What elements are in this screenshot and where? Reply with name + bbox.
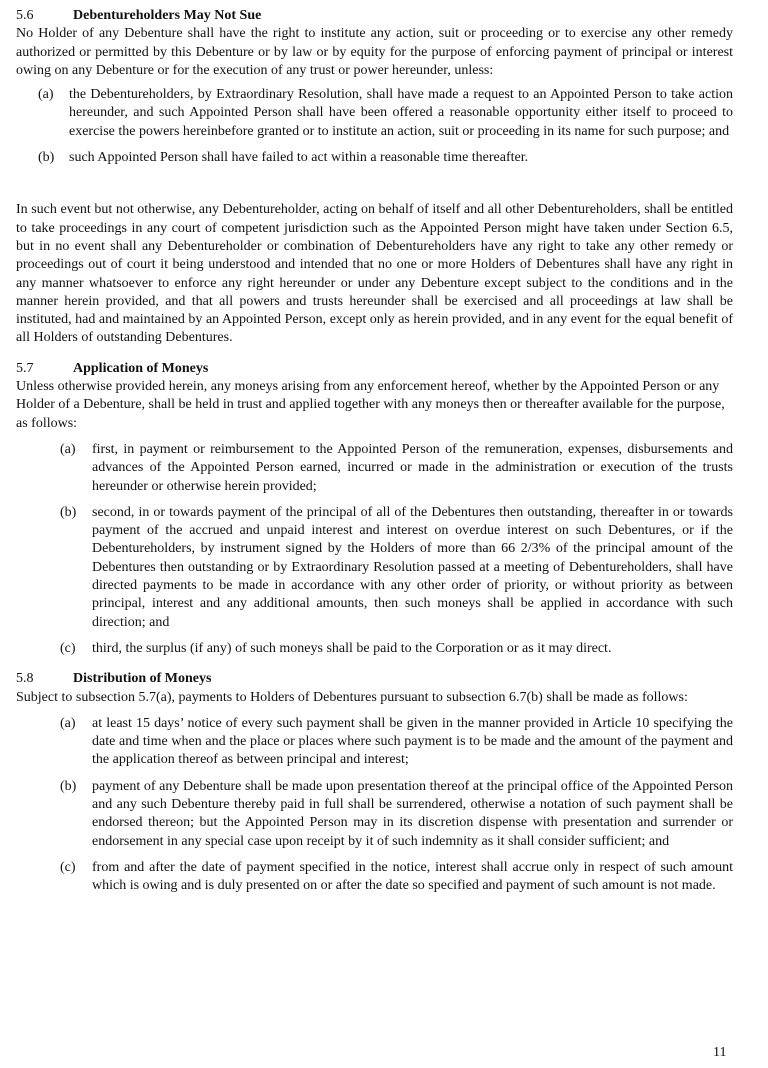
item-label: (c) [60, 640, 76, 656]
section-intro: Unless otherwise provided herein, any moneys arising from any enforcement hereof, whether by the Appointed Person or any Holder of a Debenture, shall be held in trust and applied together with any moneys then or thereafter available for the purpose, as follows: [16, 379, 725, 431]
section-intro: Subject to subsection 5.7(a), payments to Holders of Debentures pursuant to subsection 6.7(b) shall be made as follows: [16, 689, 688, 705]
section-number: 5.7 [16, 360, 34, 376]
item-label: (a) [60, 715, 76, 731]
list-item [16, 778, 733, 851]
item-label: (b) [38, 150, 55, 166]
section-heading [16, 360, 733, 378]
item-text: payment of any Debenture shall be made upon presentation thereof at the principal office of the Appointed Person and any such Debenture thereby paid in full shall be surrendered, otherwise a notation of such payment shall be endorsed thereon; but the Appointed Person may in its discretion dispense with presentation and surrender or endorsement in any special case upon receipt by it of such indemnity as it shall consider sufficient; and [92, 778, 733, 849]
section-title: Distribution of Moneys [73, 671, 212, 687]
section-items [16, 86, 733, 167]
list-item [16, 86, 733, 141]
item-label: (a) [38, 87, 54, 103]
section-number: 5.6 [16, 8, 34, 23]
section-items [16, 441, 733, 658]
item-text: third, the surplus (if any) of such moneys shall be paid to the Corporation or as it may direct. [92, 640, 612, 656]
item-text: the Debentureholders, by Extraordinary Resolution, shall have made a request to an Appointed Person to take action hereunder, and such Appointed Person shall have been offered a reasonable opportunity either itself to proceed to exercise the powers hereinbefore granted or to institute an action, suit or proceeding in its name for such purpose; and [69, 87, 733, 139]
section-number: 5.8 [16, 671, 34, 687]
item-text: first, in payment or reimbursement to the Appointed Person of the remuneration, expenses, disbursements and advances of the Appointed Person earned, incurred or made in the administration or execution of the trusts hereunder or otherwise herein provided; [92, 441, 733, 494]
list-item [16, 441, 733, 496]
item-label: (c) [60, 859, 76, 875]
section-heading [16, 7, 733, 25]
section-5-7 [16, 360, 733, 658]
page-number: 11 [713, 1045, 727, 1060]
section-intro: No Holder of any Debenture shall have the right to institute any action, suit or proceeding or to exercise any other remedy authorized or permitted by this Debenture or by law or by equity for the purpose of enforcing payment of principal or interest owing on any Debenture or for the execution of any trust or power hereunder, unless: [16, 26, 733, 78]
section-title: Debentureholders May Not Sue [73, 8, 262, 23]
item-label: (b) [60, 778, 77, 794]
section-heading [16, 670, 733, 688]
section-conclusion: In such event but not otherwise, any Debentureholder, acting on behalf of itself and all other Debentureholders, shall be entitled to take proceedings in any court of competent jurisdiction such as the Appointed Person might have taken under Section 6.5, but in no event shall any Debentureholder or combination of Debentureholders have any right to take any other remedy or proceedings out of court it being understood and intended that no one or more Holders of Debentures shall have any right in any manner whatsoever to enforce any right hereunder or under any Debenture except subject to the conditions and in the manner herein provided, and that all powers and trusts hereunder shall be exercised and all proceedings at law shall be instituted, had and maintained by an Appointed Person, except only as herein provided, and in any event for the equal benefit of all Holders of outstanding Debentures. [16, 202, 733, 346]
item-label: (a) [60, 441, 76, 457]
list-item [16, 715, 733, 770]
item-text: at least 15 days’ notice of every such payment shall be given in the manner provided in Article 10 specifying the date and time when and the place or places where such payment is to be made and the amount of the payment and the application thereof as between principal and interest; [92, 715, 733, 768]
section-items [16, 715, 733, 896]
list-item [16, 640, 733, 658]
section-5-6 [16, 7, 733, 348]
section-5-8 [16, 670, 733, 895]
item-text: from and after the date of payment specified in the notice, interest shall accrue only in respect of such amount which is owing and is duly presented on or after the date so specified and payment of such amount is not made. [92, 859, 733, 894]
item-label: (b) [60, 504, 77, 520]
document-page [16, 7, 733, 895]
list-item [16, 859, 733, 896]
item-text: second, in or towards payment of the principal of all of the Debentures then outstanding, thereafter in or towards payment of the accrued and unpaid interest and interest on overdue interest on such Debentures, or if the Debentureholders, by instrument signed by the Holders of more than 66 2/3% of the principal amount of the Debentures then outstanding or by Extraordinary Resolution passed at a meeting of Debentureholders, shall have directed payments to be made in accordance with any other order of priority, or without priority as between principal, interest and any additional amounts, then such moneys shall be applied in accordance with such direction; and [92, 504, 733, 630]
list-item [16, 504, 733, 632]
list-item [16, 149, 733, 167]
section-title: Application of Moneys [73, 360, 209, 376]
item-text: such Appointed Person shall have failed to act within a reasonable time thereafter. [69, 150, 529, 166]
